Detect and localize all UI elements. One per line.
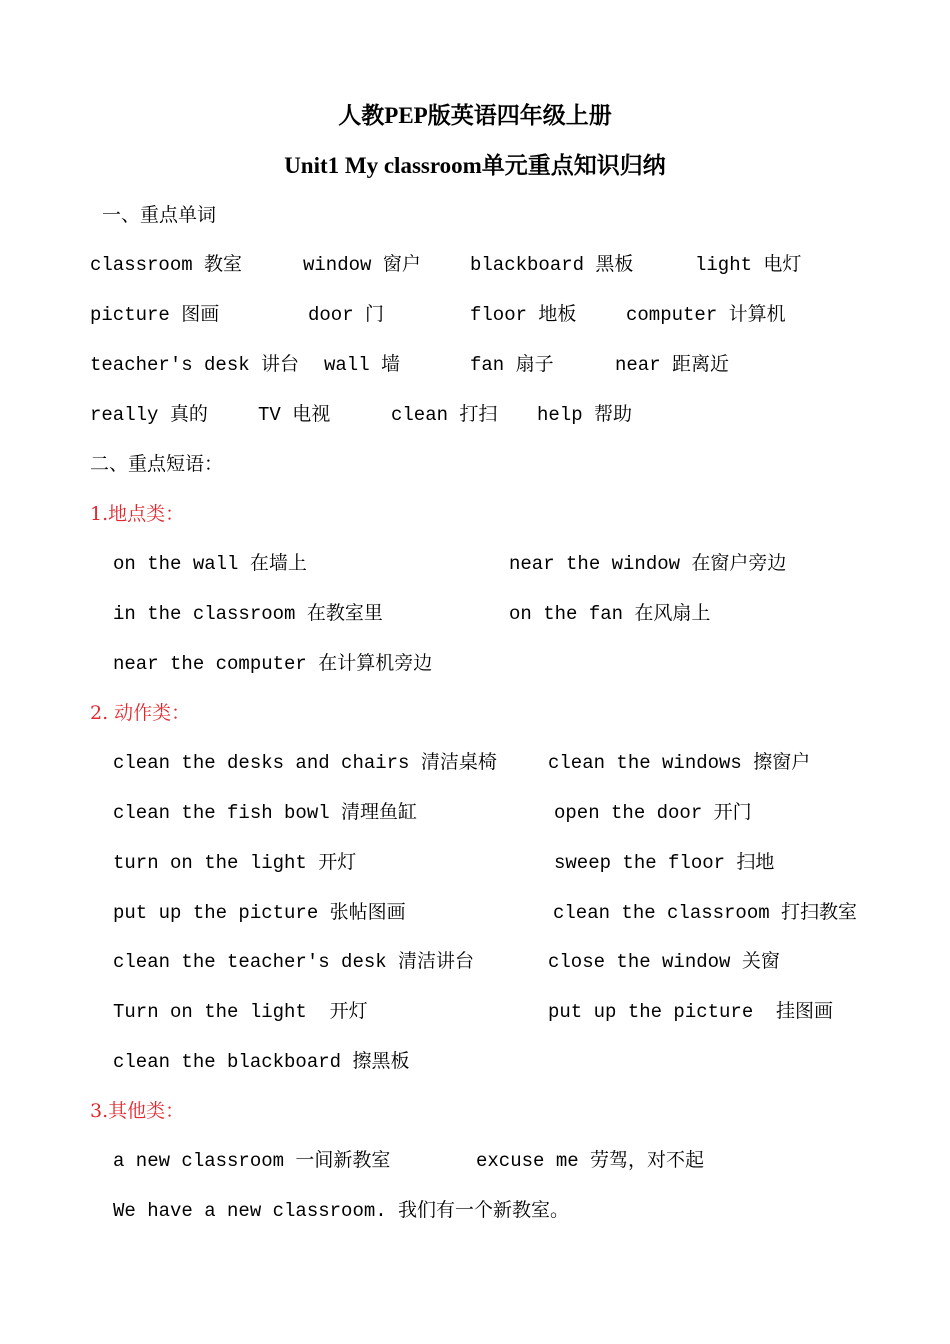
phrase-item: Turn on the light 开灯 xyxy=(113,1001,368,1023)
phrase-item: open the door 开门 xyxy=(554,802,752,824)
phrases-heading: 二、重点短语： xyxy=(90,453,224,475)
word-item: help 帮助 xyxy=(537,404,633,426)
word-item: blackboard 黑板 xyxy=(470,254,634,276)
phrase-item: a new classroom 一间新教室 xyxy=(113,1150,391,1172)
phrase-item: clean the desks and chairs 清洁桌椅 xyxy=(113,752,497,774)
phrase-item: clean the classroom 打扫教室 xyxy=(553,902,858,924)
word-item: clean 打扫 xyxy=(391,404,498,426)
word-item: window 窗户 xyxy=(303,254,421,276)
word-item: TV 电视 xyxy=(258,404,331,426)
phrase-item: sweep the floor 扫地 xyxy=(554,852,775,874)
word-item: really 真的 xyxy=(90,404,208,426)
words-heading: 一、重点单词 xyxy=(102,204,217,226)
example-sentence: We have a new classroom. 我们有一个新教室。 xyxy=(113,1200,570,1222)
word-item: classroom 教室 xyxy=(90,254,243,276)
actions-heading: 2. 动作类： xyxy=(90,702,191,724)
document-title: 人教PEP版英语四年级上册 xyxy=(338,103,612,128)
phrase-item: clean the teacher's desk 清洁讲台 xyxy=(113,951,475,973)
phrase-item: put up the picture 挂图画 xyxy=(548,1001,834,1023)
word-item: computer 计算机 xyxy=(626,304,786,326)
phrase-item: close the window 关窗 xyxy=(548,951,780,973)
word-item: floor 地板 xyxy=(470,304,577,326)
phrase-item: clean the fish bowl 清理鱼缸 xyxy=(113,802,418,824)
word-item: picture 图画 xyxy=(90,304,220,326)
document-subtitle: Unit1 My classroom单元重点知识归纳 xyxy=(284,153,666,178)
phrase-item: in the classroom 在教室里 xyxy=(113,603,383,625)
others-heading: 3.其他类： xyxy=(90,1100,185,1122)
word-item: door 门 xyxy=(308,304,385,326)
word-item: wall 墙 xyxy=(324,354,401,376)
word-item: light 电灯 xyxy=(695,254,802,276)
phrase-item: put up the picture 张帖图画 xyxy=(113,902,406,924)
phrase-item: near the window 在窗户旁边 xyxy=(509,553,787,575)
phrase-item: near the computer 在计算机旁边 xyxy=(113,653,433,675)
phrase-item: clean the blackboard 擦黑板 xyxy=(113,1051,410,1073)
word-item: fan 扇子 xyxy=(470,354,554,376)
word-item: teacher's desk 讲台 xyxy=(90,354,300,376)
phrase-item: on the wall 在墙上 xyxy=(113,553,307,575)
phrase-item: clean the windows 擦窗户 xyxy=(548,752,811,774)
phrase-item: excuse me 劳驾，对不起 xyxy=(476,1150,705,1172)
places-heading: 1.地点类： xyxy=(90,503,185,525)
phrase-item: turn on the light 开灯 xyxy=(113,852,357,874)
word-item: near 距离近 xyxy=(615,354,730,376)
phrase-item: on the fan 在风扇上 xyxy=(509,603,711,625)
